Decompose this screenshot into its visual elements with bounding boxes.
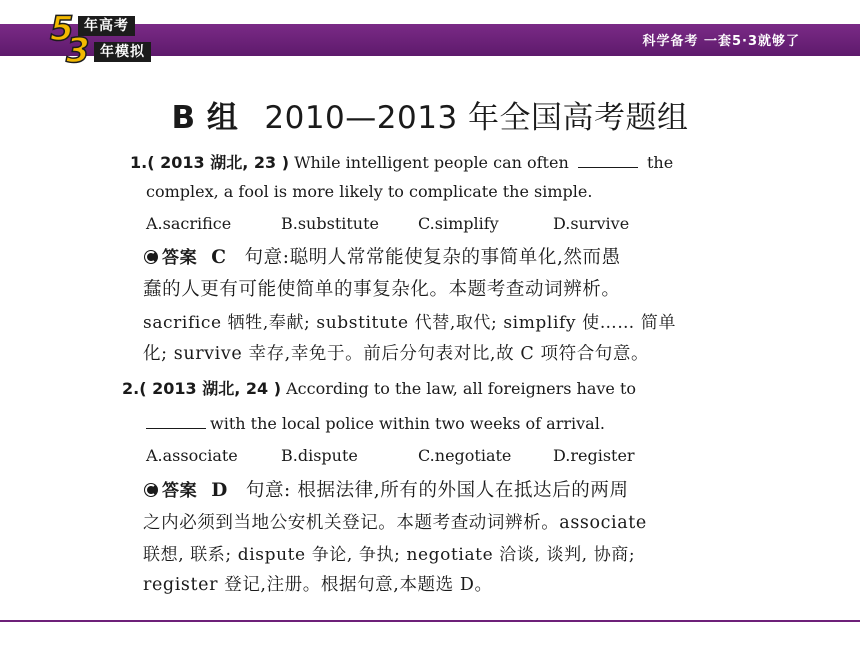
logo-digit-top: 5 bbox=[50, 9, 74, 49]
brand-logo bbox=[46, 9, 181, 71]
group-title: 2010—2013 年全国高考题组 bbox=[264, 100, 689, 136]
logo-text-bottom: 年模拟 bbox=[94, 42, 151, 62]
option-d: D.survive bbox=[553, 214, 630, 233]
question-source: ( 2013 湖北, 23 ) bbox=[147, 153, 290, 172]
question-stem: According to the law, all foreigners have to bbox=[286, 379, 637, 398]
logo-digit-bottom: 3 bbox=[66, 31, 90, 71]
question-stem: While intelligent people can often bbox=[294, 153, 569, 172]
answer-blank bbox=[578, 153, 638, 168]
option-b: B.dispute bbox=[281, 446, 358, 465]
question-number: 2. bbox=[122, 379, 140, 398]
question-1-options bbox=[146, 214, 629, 233]
question-2-explanation-4: register 登记,注册。根据句意,本题选 D。 bbox=[143, 575, 493, 595]
answer-blank bbox=[146, 414, 206, 429]
question-2-explanation-3: 联想, 联系; dispute 争论, 争执; negotiate 洽谈, 谈判, 协商; bbox=[143, 545, 636, 565]
question-1-answer bbox=[143, 243, 621, 269]
question-stem-end: the bbox=[646, 153, 674, 172]
group-label: B 组 bbox=[171, 100, 239, 136]
question-2-stem-line1 bbox=[122, 376, 636, 399]
answer-label: 答案 bbox=[162, 481, 198, 501]
option-d: D.register bbox=[553, 446, 635, 465]
answer-label: 答案 bbox=[162, 248, 198, 268]
option-a: A.sacrifice bbox=[146, 214, 232, 233]
header-slogan: 科学备考 一套5·3就够了 bbox=[642, 34, 800, 49]
answer-icon bbox=[143, 482, 159, 498]
explanation-line: 句意: 根据法律,所有的外国人在抵达后的两周 bbox=[245, 480, 629, 501]
logo-text-top: 年高考 bbox=[78, 16, 135, 36]
question-2-answer bbox=[143, 476, 629, 502]
question-1-explanation-2: 蠢的人更有可能使简单的事复杂化。本题考查动词辨析。 bbox=[143, 279, 621, 300]
answer-icon bbox=[143, 249, 159, 265]
question-1-explanation-4: 化; survive 幸存,幸免于。前后分句表对比,故 C 项符合句意。 bbox=[143, 344, 650, 364]
answer-letter: C bbox=[211, 247, 227, 268]
question-1-explanation-3: sacrifice 牺牲,奉献; substitute 代替,取代; simplify 使…… 简单 bbox=[143, 313, 677, 333]
question-1-stem-line1 bbox=[130, 150, 673, 173]
option-c: C.negotiate bbox=[418, 446, 512, 465]
page-title bbox=[0, 92, 860, 137]
footer-divider bbox=[0, 620, 860, 622]
option-b: B.substitute bbox=[281, 214, 379, 233]
question-2-explanation-2: 之内必须到当地公安机关登记。本题考查动词辨析。associate bbox=[143, 513, 647, 533]
question-stem-end: with the local police within two weeks of arrival. bbox=[210, 414, 605, 433]
question-2-options bbox=[146, 446, 635, 465]
option-c: C.simplify bbox=[418, 214, 499, 233]
question-number: 1. bbox=[130, 153, 148, 172]
question-2-stem-line2 bbox=[146, 414, 605, 433]
question-1-stem-line2: complex, a fool is more likely to complicate the simple. bbox=[146, 182, 593, 201]
answer-letter: D bbox=[211, 480, 228, 501]
explanation-line: 句意:聪明人常常能使复杂的事简单化,然而愚 bbox=[244, 247, 621, 268]
question-source: ( 2013 湖北, 24 ) bbox=[139, 379, 282, 398]
option-a: A.associate bbox=[146, 446, 238, 465]
